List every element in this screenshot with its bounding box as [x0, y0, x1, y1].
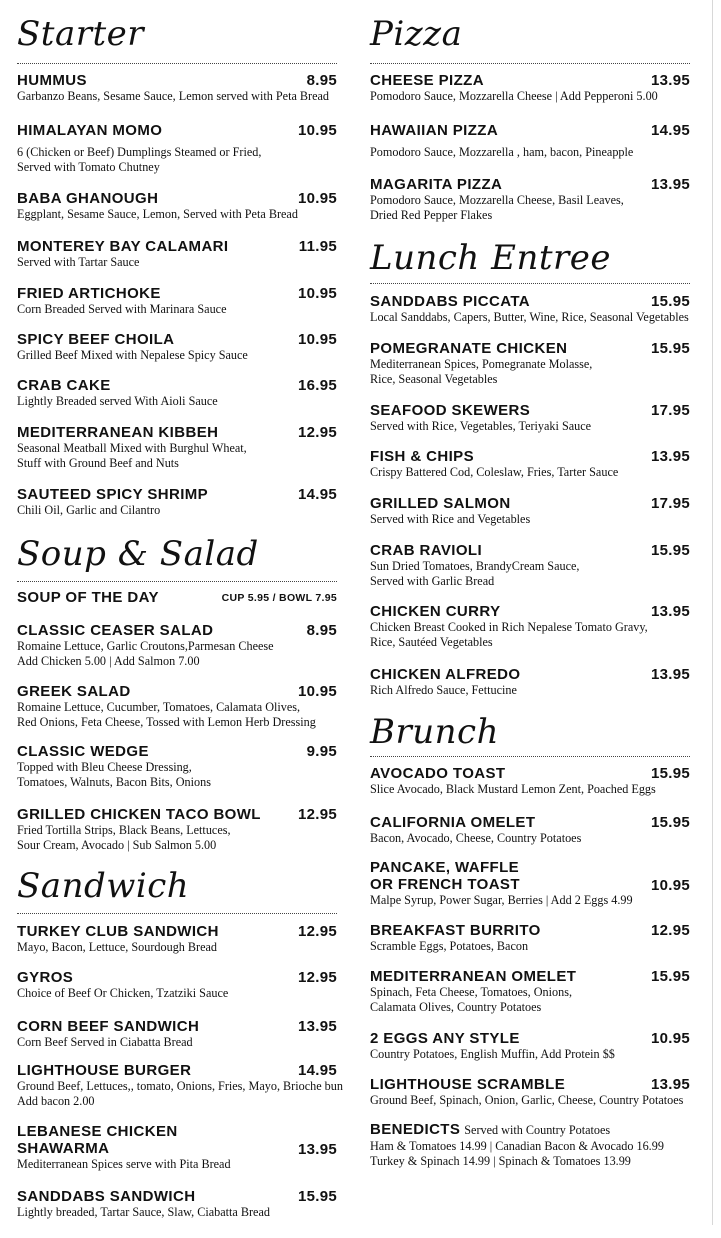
item-name-line2: OR FRENCH TOAST: [370, 876, 520, 893]
item-name: CALIFORNIA OMELET: [370, 814, 536, 831]
menu-item: [370, 122, 690, 160]
menu-item: [17, 190, 337, 222]
item-name: FRIED ARTICHOKE: [17, 285, 161, 302]
item-price: 13.95: [650, 72, 690, 89]
menu-item: [370, 814, 690, 846]
item-description: Corn Beef Served in Ciabatta Bread: [17, 1035, 193, 1049]
section-brunch-header: [370, 712, 690, 752]
item-description: Ham & Tomatoes 14.99 | Canadian Bacon & Avocado 16.99 Turkey & Spinach 14.99 | Spinach & Tomatoes 13.99: [370, 1139, 664, 1168]
section-starter-header: [17, 14, 337, 54]
menu-item: [17, 1018, 337, 1050]
item-price: 15.95: [297, 1188, 337, 1205]
section-divider: [17, 913, 337, 914]
item-price: 11.95: [298, 238, 337, 255]
item-name-line2: SHAWARMA: [17, 1140, 110, 1157]
item-description: Fried Tortilla Strips, Black Beans, Lettuces, Sour Cream, Avocado | Sub Salmon 5.00: [17, 823, 231, 852]
item-description: Eggplant, Sesame Sauce, Lemon, Served with Peta Bread: [17, 207, 298, 221]
menu-item: [17, 72, 337, 104]
item-description: Slice Avocado, Black Mustard Lemon Zent, Poached Eggs: [370, 782, 656, 796]
item-name: AVOCADO TOAST: [370, 765, 506, 782]
item-description: Mayo, Bacon, Lettuce, Sourdough Bread: [17, 940, 218, 954]
item-name: HUMMUS: [17, 72, 87, 89]
item-description: Bacon, Avocado, Cheese, Country Potatoes: [370, 831, 582, 845]
item-name: PANCAKE, WAFFLE: [370, 859, 520, 876]
item-description: Mediterranean Spices serve with Pita Bread: [17, 1157, 231, 1171]
menu-item: [370, 765, 690, 797]
item-name: HAWAIIAN PIZZA: [370, 122, 499, 139]
item-description: Served with Rice, Vegetables, Teriyaki Sauce: [370, 419, 592, 433]
item-price: 15.95: [650, 968, 690, 985]
item-name: CORN BEEF SANDWICH: [17, 1018, 200, 1035]
item-price: 15.95: [650, 814, 690, 831]
menu-item-soup: [17, 589, 337, 606]
item-price: 16.95: [297, 377, 337, 394]
section-title: Soup & Salad: [17, 534, 259, 574]
item-name: MAGARITA PIZZA: [370, 176, 503, 193]
menu-item: [17, 683, 337, 730]
menu-item: [370, 293, 690, 325]
item-price: 10.95: [297, 190, 337, 207]
item-price: 13.95: [650, 176, 690, 193]
item-name: CHICKEN CURRY: [370, 603, 501, 620]
item-description: Corn Breaded Served with Marinara Sauce: [17, 302, 227, 316]
item-price: 10.95: [297, 122, 337, 139]
item-name: BABA GHANOUGH: [17, 190, 159, 207]
item-description: Crispy Battered Cod, Coleslaw, Fries, Tarter Sauce: [370, 465, 619, 479]
item-price: 12.95: [297, 969, 337, 986]
item-description: Pomodoro Sauce, Mozzarella Cheese | Add Pepperoni 5.00: [370, 89, 658, 103]
menu-item-benedicts: [370, 1121, 690, 1169]
item-description: Served with Rice and Vegetables: [370, 512, 531, 526]
section-title: Starter: [17, 14, 145, 54]
item-name: GREEK SALAD: [17, 683, 131, 700]
section-sandwich-header: [17, 866, 337, 906]
item-price: 15.95: [650, 542, 690, 559]
menu-item: [370, 666, 690, 698]
menu-item: [370, 542, 690, 589]
item-name: GYROS: [17, 969, 74, 986]
item-name: CRAB CAKE: [17, 377, 111, 394]
item-name: SPICY BEEF CHOILA: [17, 331, 175, 348]
item-price: 13.95: [297, 1018, 337, 1035]
menu-item: [370, 922, 690, 954]
item-name: CRAB RAVIOLI: [370, 542, 483, 559]
item-description: Garbanzo Beans, Sesame Sauce, Lemon served with Peta Bread: [17, 89, 330, 103]
item-description: Local Sanddabs, Capers, Butter, Wine, Rice, Seasonal Vegetables: [370, 310, 689, 324]
item-price: 10.95: [297, 285, 337, 302]
item-price: 14.95: [650, 122, 690, 139]
section-divider: [17, 581, 337, 582]
section-divider: [370, 756, 690, 757]
item-name: SEAFOOD SKEWERS: [370, 402, 531, 419]
item-price: 17.95: [650, 495, 690, 512]
menu-item: [17, 424, 337, 471]
menu-item: [17, 806, 337, 853]
menu-item: [370, 859, 690, 908]
menu-item: [370, 340, 690, 387]
section-title: Sandwich: [17, 866, 190, 906]
page-edge-line: [712, 0, 713, 1225]
section-lunch-header: [370, 238, 690, 278]
menu-item: [17, 377, 337, 409]
item-description: Lightly Breaded served With Aioli Sauce: [17, 394, 218, 408]
item-name: LIGHTHOUSE BURGER: [17, 1062, 192, 1079]
item-description: Chicken Breast Cooked in Rich Nepalese Tomato Gravy, Rice, Sautéed Vegetables: [370, 620, 648, 649]
item-name: 2 EGGS ANY STYLE: [370, 1030, 520, 1047]
item-price: 8.95: [306, 72, 337, 89]
menu-item: [370, 1076, 690, 1108]
menu-item: [17, 969, 337, 1001]
item-price: 8.95: [306, 622, 337, 639]
item-price: 15.95: [650, 293, 690, 310]
item-price: 10.95: [297, 683, 337, 700]
item-name: LEBANESE CHICKEN: [17, 1123, 178, 1140]
item-description: Pomodoro Sauce, Mozzarella Cheese, Basil Leaves, Dried Red Pepper Flakes: [370, 193, 624, 222]
item-price: 12.95: [297, 923, 337, 940]
item-name: SOUP OF THE DAY: [17, 589, 159, 606]
item-description: Lightly breaded, Tartar Sauce, Slaw, Ciabatta Bread: [17, 1205, 270, 1219]
section-divider: [370, 283, 690, 284]
menu-item: [17, 285, 337, 317]
menu-item: [17, 486, 337, 518]
item-description: Grilled Beef Mixed with Nepalese Spicy Sauce: [17, 348, 248, 362]
item-name: CHICKEN ALFREDO: [370, 666, 521, 683]
menu-item: [17, 238, 337, 270]
item-name: FISH & CHIPS: [370, 448, 474, 465]
item-name: CHEESE PIZZA: [370, 72, 484, 89]
item-name: POMEGRANATE CHICKEN: [370, 340, 568, 357]
item-description: Served with Tartar Sauce: [17, 255, 140, 269]
item-name: TURKEY CLUB SANDWICH: [17, 923, 219, 940]
section-title: Lunch Entree: [370, 238, 611, 278]
item-description: Pomodoro Sauce, Mozzarella , ham, bacon, Pineapple: [370, 145, 634, 159]
item-price: 13.95: [297, 1141, 337, 1158]
menu-item: [17, 331, 337, 363]
item-description: Topped with Bleu Cheese Dressing, Tomatoes, Walnuts, Bacon Bits, Onions: [17, 760, 211, 789]
item-price: 12.95: [297, 424, 337, 441]
menu-item: [370, 968, 690, 1015]
item-name: CLASSIC CEASER SALAD: [17, 622, 214, 639]
item-description: Scramble Eggs, Potatoes, Bacon: [370, 939, 529, 953]
item-price: 13.95: [650, 1076, 690, 1093]
section-divider: [370, 63, 690, 64]
menu-item: [370, 402, 690, 434]
item-price: 10.95: [297, 331, 337, 348]
menu-item: [370, 495, 690, 527]
menu-item: [370, 72, 690, 104]
item-description: Romaine Lettuce, Garlic Croutons,Parmesan Cheese Add Chicken 5.00 | Add Salmon 7.00: [17, 639, 274, 668]
menu-item: [17, 1062, 343, 1109]
item-description: Sun Dried Tomatoes, BrandyCream Sauce, Served with Garlic Bread: [370, 559, 580, 588]
item-name: HIMALAYAN MOMO: [17, 122, 163, 139]
item-price: 17.95: [650, 402, 690, 419]
item-name: CLASSIC WEDGE: [17, 743, 149, 760]
menu-item: [17, 923, 337, 955]
item-price: 10.95: [650, 1030, 690, 1047]
section-soup-salad-header: [17, 534, 337, 574]
item-description: Country Potatoes, English Muffin, Add Protein $$: [370, 1047, 615, 1061]
item-price: 12.95: [650, 922, 690, 939]
item-price: 15.95: [650, 765, 690, 782]
item-price: 13.95: [650, 603, 690, 620]
item-description: Ground Beef, Lettuces,, tomato, Onions, Fries, Mayo, Brioche bun Add bacon 2.00: [17, 1079, 343, 1108]
item-name: GRILLED CHICKEN TACO BOWL: [17, 806, 261, 823]
item-description: Seasonal Meatball Mixed with Burghul Wheat, Stuff with Ground Beef and Nuts: [17, 441, 247, 470]
menu-item: [17, 622, 337, 669]
item-description: Malpe Syrup, Power Sugar, Berries | Add 2 Eggs 4.99: [370, 893, 633, 907]
soup-prices: CUP 5.95 / BOWL 7.95: [221, 592, 337, 604]
item-name: SANDDABS SANDWICH: [17, 1188, 196, 1205]
item-name: LIGHTHOUSE SCRAMBLE: [370, 1076, 566, 1093]
menu-item: [370, 603, 690, 650]
item-price: 10.95: [650, 877, 690, 894]
item-price: 13.95: [650, 448, 690, 465]
item-description: Romaine Lettuce, Cucumber, Tomatoes, Calamata Olives, Red Onions, Feta Cheese, Tossed with Lemon Herb Dressing: [17, 700, 316, 729]
item-name: SAUTEED SPICY SHRIMP: [17, 486, 209, 503]
item-description: Chili Oil, Garlic and Cilantro: [17, 503, 161, 517]
item-description: Mediterranean Spices, Pomegranate Molasse, Rice, Seasonal Vegetables: [370, 357, 593, 386]
item-name: MEDITERRANEAN OMELET: [370, 968, 577, 985]
item-name: GRILLED SALMON: [370, 495, 511, 512]
menu-item: [17, 743, 337, 790]
item-price: 14.95: [297, 1062, 337, 1079]
item-name: MONTEREY BAY CALAMARI: [17, 238, 229, 255]
item-description: 6 (Chicken or Beef) Dumplings Steamed or Fried, Served with Tomato Chutney: [17, 145, 262, 174]
item-note: Served with Country Potatoes: [464, 1123, 611, 1137]
item-price: 12.95: [297, 806, 337, 823]
item-description: Ground Beef, Spinach, Onion, Garlic, Cheese, Country Potatoes: [370, 1093, 684, 1107]
item-name: SANDDABS PICCATA: [370, 293, 531, 310]
menu-item: [370, 176, 690, 223]
item-name: BENEDICTS: [370, 1121, 461, 1138]
item-price: 14.95: [297, 486, 337, 503]
item-price: 15.95: [650, 340, 690, 357]
section-pizza-header: [370, 14, 690, 54]
item-description: Rich Alfredo Sauce, Fettucine: [370, 683, 517, 697]
menu-item: [17, 1123, 337, 1172]
section-divider: [17, 63, 337, 64]
item-name: MEDITERRANEAN KIBBEH: [17, 424, 219, 441]
menu-item: [370, 1030, 690, 1062]
item-price: 13.95: [650, 666, 690, 683]
menu-item: [17, 1188, 337, 1220]
item-description: Spinach, Feta Cheese, Tomatoes, Onions, Calamata Olives, Country Potatoes: [370, 985, 573, 1014]
section-title: Pizza: [370, 14, 463, 54]
item-description: Choice of Beef Or Chicken, Tzatziki Sauce: [17, 986, 229, 1000]
item-name: BREAKFAST BURRITO: [370, 922, 541, 939]
section-title: Brunch: [370, 712, 499, 752]
item-price: 9.95: [306, 743, 337, 760]
menu-item: [370, 448, 690, 480]
menu-item: [17, 122, 337, 175]
